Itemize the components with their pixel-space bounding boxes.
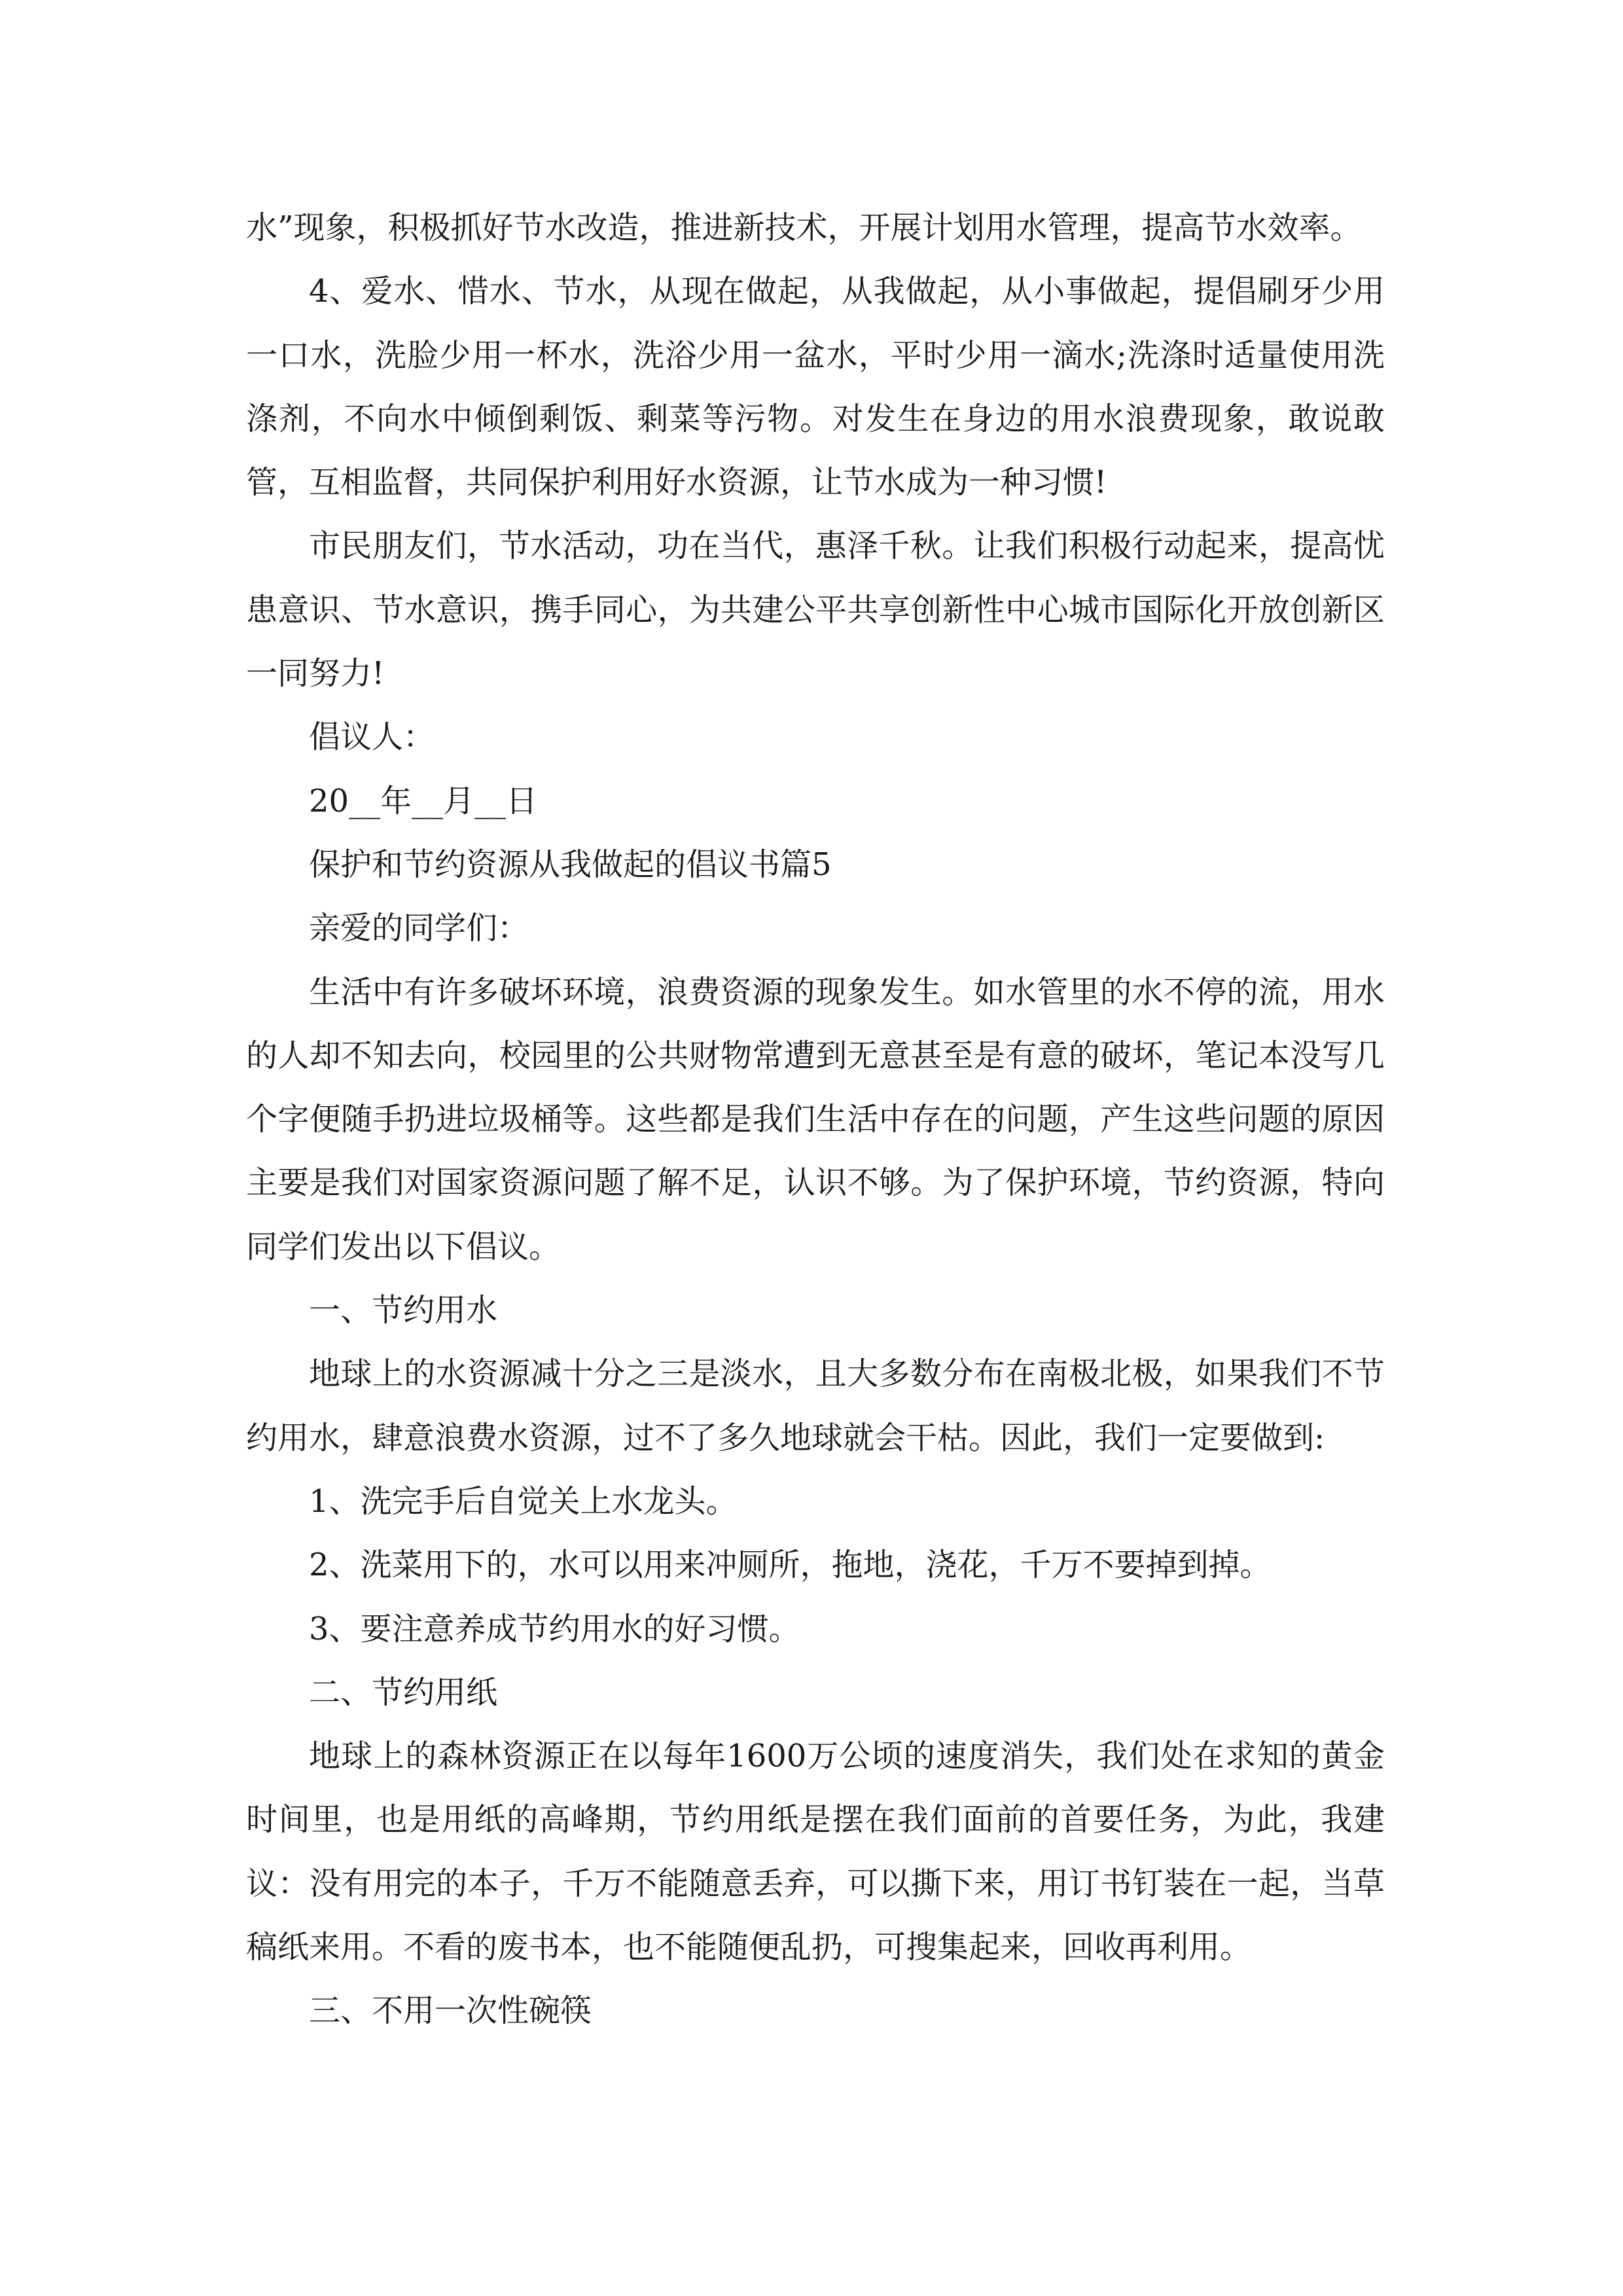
list-item-water-2: 2、洗菜用下的，水可以用来冲厕所，拖地，浇花，千万不要掉到掉。: [309, 1547, 1272, 1584]
heading-no-disposable: 三、不用一次性碗筷: [309, 1992, 592, 2030]
paragraph-continuation: 水”现象，积极抓好节水改造，推进新技术，开展计划用水管理，提高节水效率。: [246, 209, 1362, 246]
paragraph-paper: 地球上的森林资源正在以每年1600万公顷的速度消失，我们处在求知的黄金时间里，也是用纸的高峰期，节约用纸是摆在我们面前的首要任务，为此，我建议：没有用完的本子，千万不能随意丢弃，可以撕下来，用订书钉装在一起，当草稿纸来用。不看的废书本，也不能随便乱扔，可搜集起来，回收再利用。: [246, 1738, 1385, 1966]
section-title: 保护和节约资源从我做起的倡议书篇5: [309, 846, 832, 883]
paragraph-intro: 生活中有许多破坏环境，浪费资源的现象发生。如水管里的水不停的流，用水的人却不知去向，校园里的公共财物常遭到无意甚至是有意的破坏，笔记本没写几个字便随手扔进垃圾桶等。这些都是我们生活中存在的问题，产生这些问题的原因主要是我们对国家资源问题了解不足，认识不够。为了保护环境，节约资源，特向同学们发出以下倡议。: [246, 973, 1385, 1265]
paragraph-citizens-appeal: 市民朋友们，节水活动，功在当代，惠泽千秋。让我们积极行动起来，提高忧患意识、节水意识，携手同心，为共建公平共享创新性中心城市国际化开放创新区一同努力!: [246, 528, 1385, 692]
paragraph-item-4: 4、爱水、惜水、节水，从现在做起，从我做起，从小事做起，提倡刷牙少用一口水，洗脸少用一杯水，洗浴少用一盆水，平时少用一滴水;洗涤时适量使用洗涤剂，不向水中倾倒剩饭、剩菜等污物。对发生在身边的用水浪费现象，敢说敢管，互相监督，共同保护利用好水资源，让节水成为一种习惯!: [246, 273, 1385, 501]
document-body: [246, 196, 1385, 2043]
list-item-water-1: 1、洗完手后自觉关上水龙头。: [309, 1482, 738, 1520]
list-item-water-3: 3、要注意养成节约用水的好习惯。: [309, 1610, 800, 1647]
greeting-line: 亲爱的同学们：: [309, 910, 529, 947]
heading-save-paper: 二、节约用纸: [309, 1674, 498, 1711]
proposer-line: 倡议人：: [309, 719, 435, 756]
date-line: 20__年__月__日: [309, 782, 538, 819]
heading-save-water: 一、节约用水: [309, 1292, 498, 1329]
paragraph-water: 地球上的水资源减十分之三是淡水，且大多数分布在南极北极，如果我们不节约用水，肆意浪费水资源，过不了多久地球就会干枯。因此，我们一定要做到:: [246, 1355, 1385, 1456]
